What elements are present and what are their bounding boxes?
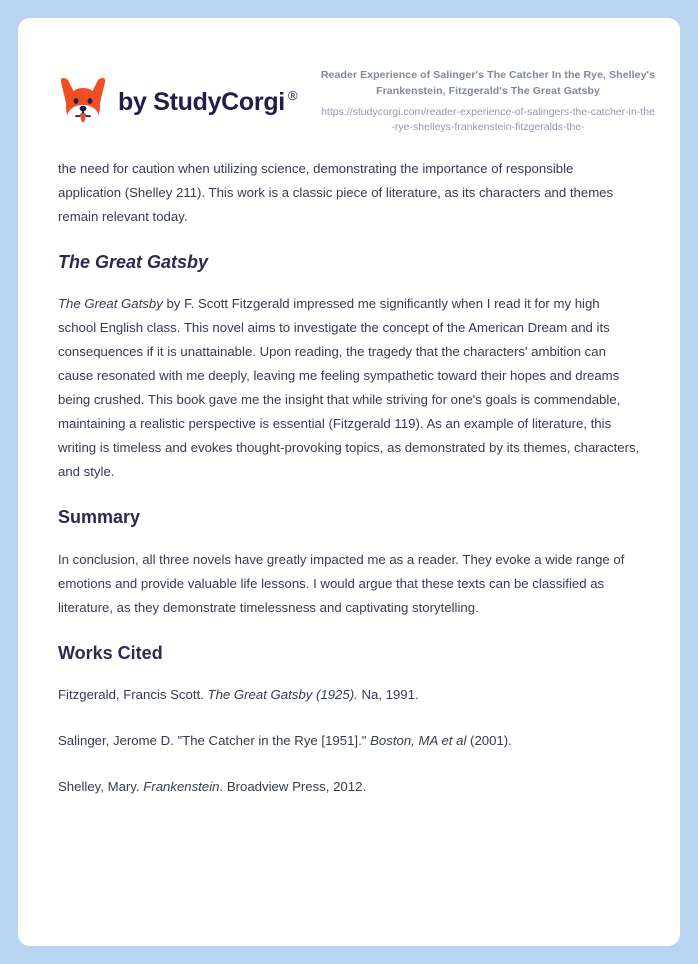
section-paragraph-summary: In conclusion, all three novels have greatly impacted me as a reader. They evoke a wide range of emotions and provide valuable life lessons. I would argue that these texts can be classified as literature, as they demonstrate timelessness and captivating storytelling. bbox=[58, 551, 625, 615]
citation-suffix: . Broadview Press, 2012. bbox=[219, 779, 367, 795]
section-heading-great-gatsby: The Great Gatsby bbox=[58, 251, 209, 272]
citation-suffix: (2001). bbox=[466, 733, 512, 749]
corgi-face-icon bbox=[60, 76, 106, 128]
registered-trademark-icon: ® bbox=[287, 88, 298, 104]
citation-prefix: Shelley, Mary. bbox=[58, 779, 144, 795]
citation-entry bbox=[58, 683, 640, 707]
citation-prefix: Salinger, Jerome D. "The Catcher in the Rye [1951]." bbox=[58, 733, 371, 749]
source-url: https://studycorgi.com/reader-experience-of-salingers-the-catcher-in-the-rye-shelleys-frankenstein-fitzgeralds-the- bbox=[321, 105, 655, 133]
book-title-inline: The Great Gatsby bbox=[58, 296, 163, 312]
brand-wordmark bbox=[118, 88, 297, 117]
section-paragraph-rest: by F. Scott Fitzgerald impressed me significantly when I read it for my high school English class. This novel aims to investigate the concept of the American Dream and its consequences if it is unattainable. Upon reading, the tragedy that the characters' ambition can cause resonated with me deeply, leaving me feeling sympathetic toward their hopes and dreams being crushed. This book gave me the insight that while striving for one's goals is commendable, maintaining a realistic perspective is essential (Fitzgerald 119). As an example of literature, this writing is timeless and evokes thought-provoking topics, as demonstrated by its themes, characters, and style. bbox=[58, 296, 640, 480]
citation-title: Boston, MA et al bbox=[370, 733, 467, 749]
document-header bbox=[18, 18, 680, 135]
document-body bbox=[18, 157, 680, 799]
section-heading-summary: Summary bbox=[58, 507, 141, 528]
document-page-card bbox=[18, 18, 680, 946]
intro-paragraph: the need for caution when utilizing science, demonstrating the importance of responsible application (Shelley 211). This work is a classic piece of literature, as its characters and themes remain relevant today. bbox=[58, 160, 614, 224]
section-paragraph-great-gatsby bbox=[58, 292, 640, 484]
studycorgi-brand bbox=[60, 76, 297, 128]
citation-suffix: Na, 1991. bbox=[357, 687, 419, 703]
citation-prefix: Fitzgerald, Francis Scott. bbox=[58, 687, 208, 703]
brand-name: by StudyCorgi bbox=[118, 87, 285, 116]
citation-title: Frankenstein bbox=[143, 779, 220, 795]
section-heading-works-cited: Works Cited bbox=[58, 642, 163, 663]
citation-entry bbox=[58, 775, 640, 799]
header-meta bbox=[320, 66, 656, 135]
document-title: Reader Experience of Salinger's The Catcher In the Rye, Shelley's Frankenstein, Fitzgerald's The Great Gatsby bbox=[320, 69, 656, 97]
citation-entry bbox=[58, 729, 640, 753]
citation-title: The Great Gatsby (1925). bbox=[207, 687, 358, 703]
